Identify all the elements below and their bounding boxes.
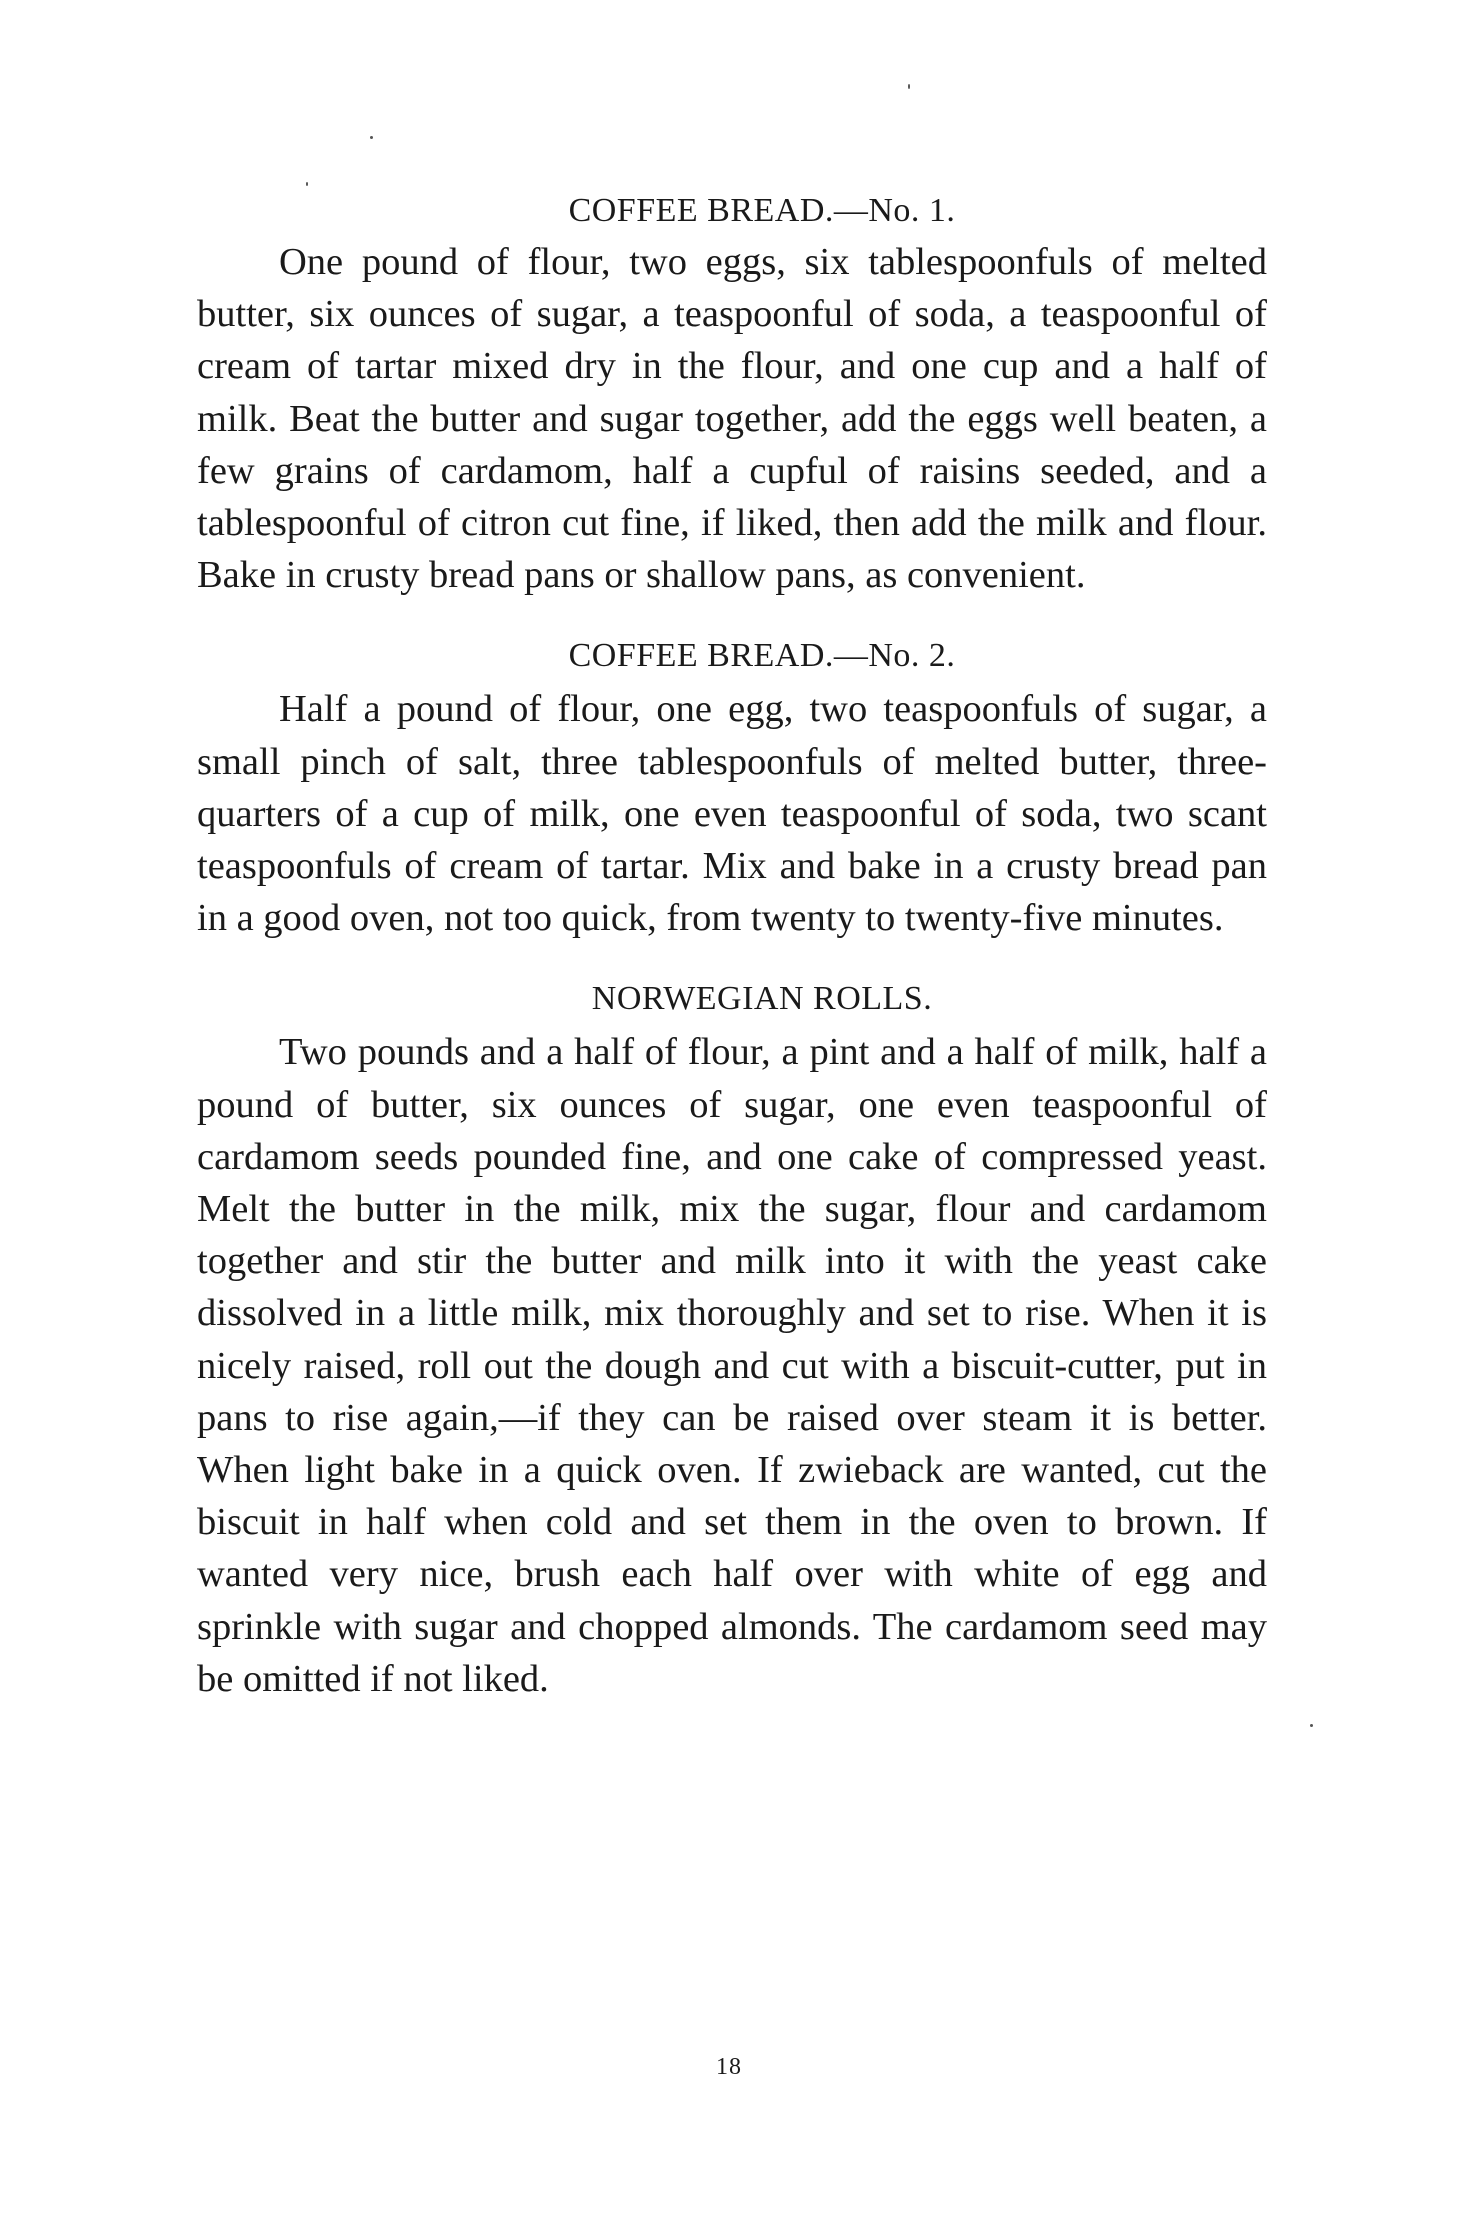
recipe-body-norwegian-rolls: Two pounds and a half of flour, a pint and a half of milk, half a pound of butter, six ounces of sugar, one even teaspoonful of cardamom seeds pounded fine, and one cake of compressed yeast. Melt the butter in the milk, mix the sugar, flour and cardamom together and stir the butter and milk into it with the yeast cake dissolved in a little milk, mix thoroughly and set to rise. When it is nicely raised, roll out the dough and cut with a biscuit-cutter, put in pans to rise again,—if they can be raised over steam it is better. When light bake in a quick oven. If zwieback are wanted, cut the biscuit in half when cold and set them in the oven to brown. If wanted very nice, brush each half over with white of egg and sprinkle with sugar and chopped almonds. The cardamom seed may be omitted if not liked. <box>197 1031 1267 1700</box>
page-number: 18 <box>716 2054 742 2080</box>
print-speck <box>1310 1724 1313 1727</box>
recipe-body-coffee-bread-2: Half a pound of flour, one egg, two teaspoonfuls of sugar, a small pinch of salt, three tablespoonfuls of melted butter, three-quarters of a cup of milk, one even teaspoonful of soda, two scant teaspoonfuls of cream of tartar. Mix and bake in a crusty bread pan in a good oven, not too quick, from twenty to twenty-five minutes. <box>197 688 1267 940</box>
recipe-title-coffee-bread-2: COFFEE BREAD.—No. 2. <box>568 637 956 675</box>
print-speck <box>306 182 308 186</box>
recipe-body-coffee-bread-1: One pound of flour, two eggs, six tablespoonfuls of melted butter, six ounces of sugar, a teaspoonful of soda, a teaspoonful of cream of tartar mixed dry in the flour, and one cup and a half of milk. Beat the butter and sugar together, add the eggs well beaten, a few grains of cardamom, half a cupful of raisins seeded, and a tablespoonful of citron cut fine, if liked, then add the milk and flour. Bake in crusty bread pans or shallow pans, as convenient. <box>197 241 1267 597</box>
recipe-title-coffee-bread-1: COFFEE BREAD.—No. 1. <box>568 192 956 229</box>
print-speck <box>370 136 373 139</box>
page-content <box>197 0 1267 1705</box>
recipe-title-norwegian-rolls: NORWEGIAN ROLLS. <box>591 980 933 1018</box>
print-speck <box>908 84 910 89</box>
